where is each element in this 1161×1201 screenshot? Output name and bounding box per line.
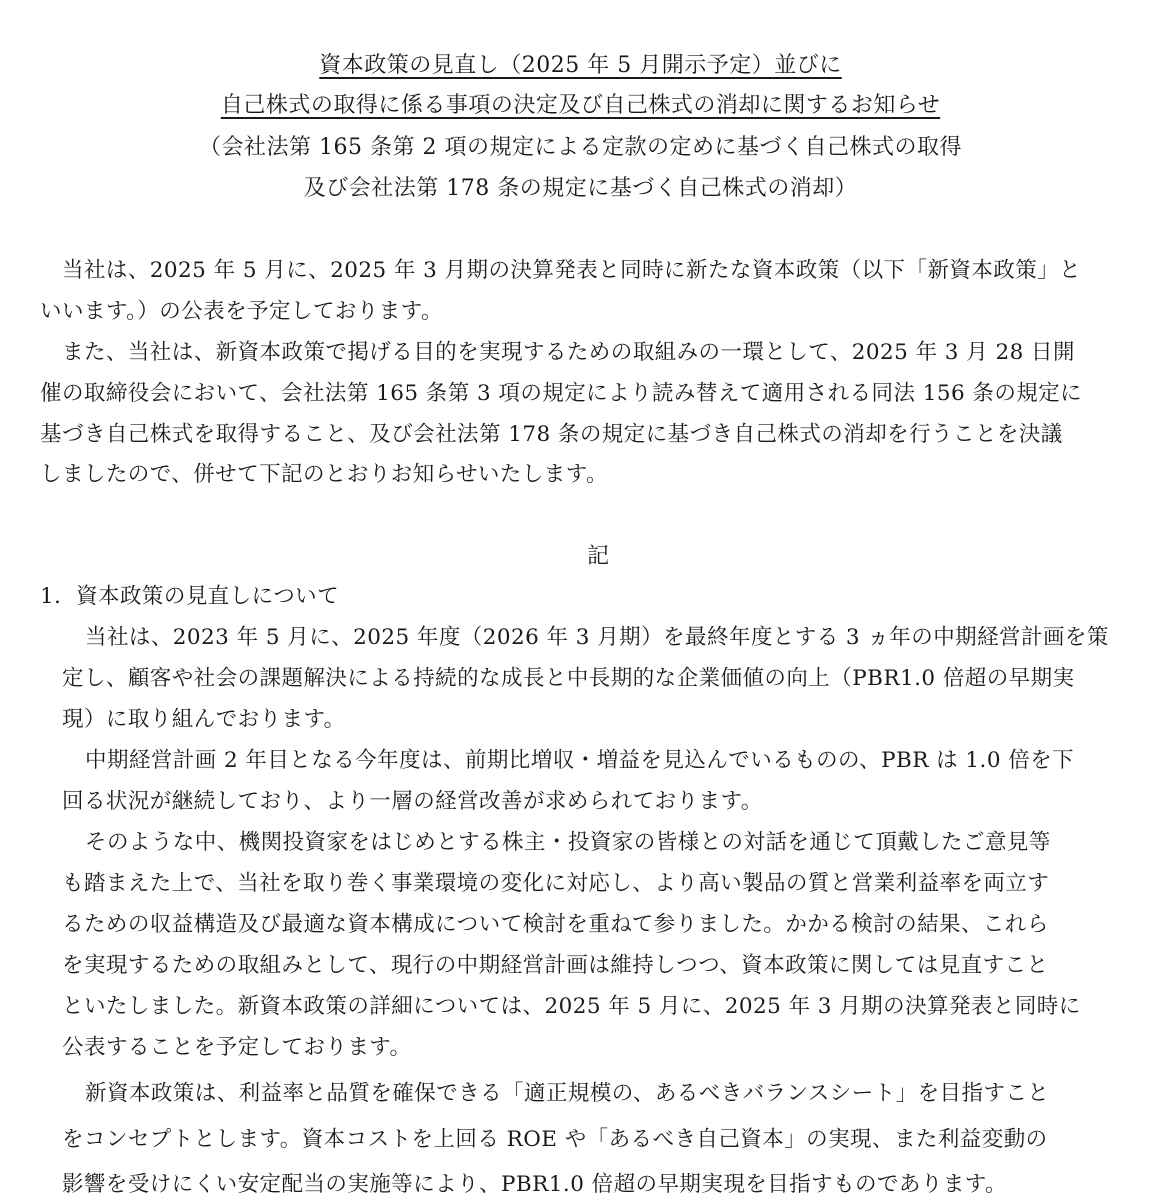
document-subtitle-line-2 <box>0 173 1161 205</box>
subtitle-text-1: （会社法第 165 条第 2 項の規定による定款の定めに基づく自己株式の取得 <box>199 135 962 160</box>
ki-heading: 記 <box>586 544 609 569</box>
section-1-p1-line-2: 定し、顧客や社会の課題解決による持続的な成長と中長期的な企業価値の向上（PBR1.0 倍超の早期実 <box>62 666 1075 691</box>
section-1-p3-line-1: そのような中、機関投資家をはじめとする株主・投資家の皆様との対話を通じて頂戴したご意見等 <box>85 830 1051 855</box>
section-1-p3-line-2: も踏まえた上で、当社を取り巻く事業環境の変化に対応し、より高い製品の質と営業利益率を両立す <box>62 871 1050 896</box>
section-1-p2-line-1: 中期経営計画 2 年目となる今年度は、前期比増収・増益を見込んでいるものの、PBR は 1.0 倍を下 <box>85 748 1075 773</box>
intro-p2-line-3: 基づき自己株式を取得すること、及び会社法第 178 条の規定に基づき自己株式の消却を行うことを決議 <box>40 422 1063 447</box>
section-1-p3-line-4: を実現するための取組みとして、現行の中期経営計画は維持しつつ、資本政策に関しては見直すこと <box>62 953 1049 978</box>
section-1-p4-line-3: 影響を受けにくい安定配当の実施等により、PBR1.0 倍超の早期実現を目指すものであります。 <box>62 1172 1007 1197</box>
section-1-p1-line-3: 現）に取り組んでおります。 <box>62 707 346 732</box>
intro-p1-line-1: 当社は、2025 年 5 月に、2025 年 3 月期の決算発表と同時に新たな資本政策（以下「新資本政策」と <box>62 258 1082 283</box>
section-1-p4-line-2: をコンセプトとします。資本コストを上回る ROE や「あるべき自己資本」の実現、また利益変動の <box>62 1127 1048 1152</box>
section-1-p4-line-1: 新資本政策は、利益率と品質を確保できる「適正規模の、あるべきバランスシート」を目指すこと <box>85 1081 1050 1106</box>
document-title-line-1 <box>0 50 1161 82</box>
document-subtitle-line-1 <box>0 132 1161 164</box>
section-1-heading: 1．資本政策の見直しについて <box>40 584 340 609</box>
intro-p2-line-2: 催の取締役会において、会社法第 165 条第 3 項の規定により読み替えて適用される同法 156 条の規定に <box>40 381 1083 406</box>
section-1-p2-line-2: 回る状況が継続しており、より一層の経営改善が求められております。 <box>62 789 763 814</box>
section-1-p3-line-3: るための収益構造及び最適な資本構成について検討を重ねて参りました。かかる検討の結果、これら <box>62 912 1049 937</box>
intro-p2-line-4: しましたので、併せて下記のとおりお知らせいたします。 <box>40 462 608 487</box>
section-1-p3-line-6: 公表することを予定しております。 <box>62 1035 412 1060</box>
section-1-p1-line-1: 当社は、2023 年 5 月に、2025 年度（2026 年 3 月期）を最終年度とする 3 ヵ年の中期経営計画を策 <box>85 625 1109 650</box>
intro-p2-line-1: また、当社は、新資本政策で掲げる目的を実現するための取組みの一環として、2025 年 3 月 28 日開 <box>62 340 1075 365</box>
title-text-2: 自己株式の取得に係る事項の決定及び自己株式の消却に関するお知らせ <box>220 93 941 118</box>
subtitle-text-2: 及び会社法第 178 条の規定に基づく自己株式の消却） <box>303 176 858 201</box>
intro-p1-line-2: いいます。）の公表を予定しております。 <box>40 299 443 324</box>
title-text-1: 資本政策の見直し（2025 年 5 月開示予定）並びに <box>319 53 842 78</box>
section-1-p3-line-5: といたしました。新資本政策の詳細については、2025 年 5 月に、2025 年 3 月期の決算発表と同時に <box>62 994 1081 1019</box>
document-title-line-2 <box>0 90 1161 122</box>
